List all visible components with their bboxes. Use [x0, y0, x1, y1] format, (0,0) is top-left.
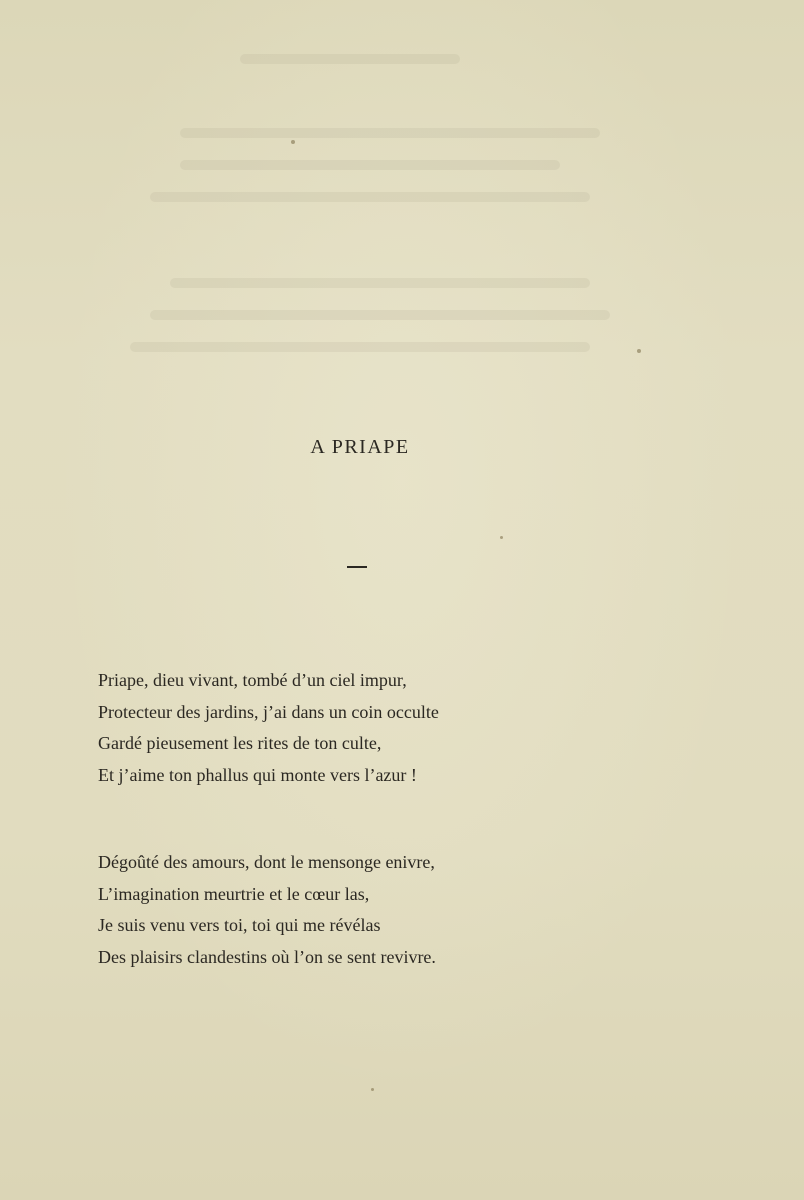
- poem-line: Priape, dieu vivant, tombé d’un ciel impur,: [98, 670, 407, 690]
- poem-line: Et j’aime ton phallus qui monte vers l’azur !: [98, 764, 417, 785]
- poem-line: Protecteur des jardins, j’ai dans un coin occulte: [98, 701, 439, 722]
- title-separator: [347, 566, 367, 568]
- paper-foxing-spot: [291, 140, 295, 144]
- bleed-through-text: [110, 40, 710, 380]
- poem-stanza-2: [98, 847, 436, 973]
- poem-stanza-1: [98, 665, 439, 791]
- poem-line: L’imagination meurtrie et le cœur las,: [98, 883, 370, 904]
- poem-line: Des plaisirs clandestins où l’on se sent revivre.: [98, 946, 436, 967]
- poem-line: Je suis venu vers toi, toi qui me révélas: [98, 915, 381, 935]
- paper-foxing-spot: [500, 536, 503, 539]
- paper-foxing-spot: [371, 1088, 374, 1091]
- poem-line: Gardé pieusement les rites de ton culte,: [98, 733, 382, 753]
- paper-foxing-spot: [637, 349, 641, 353]
- poem-title: A PRIAPE: [310, 436, 410, 458]
- poem-line: Dégoûté des amours, dont le mensonge enivre,: [98, 852, 435, 872]
